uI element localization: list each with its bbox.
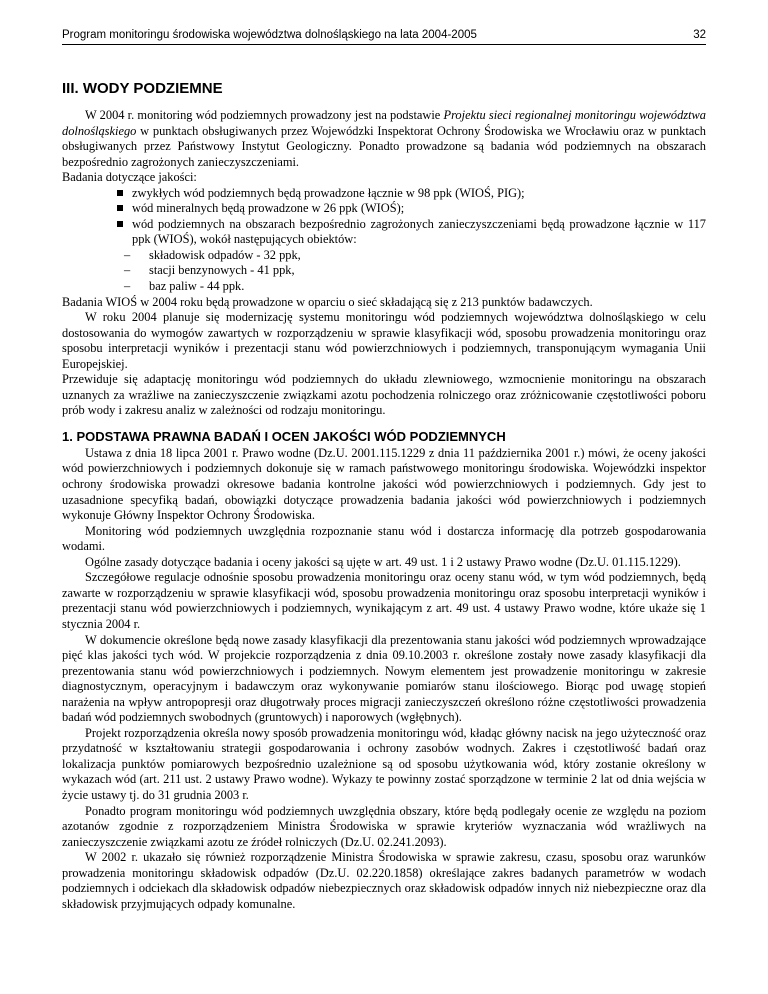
- adaptation-paragraph: Przewiduje się adaptację monitoringu wód podziemnych do układu zlewniowego, wzmocnienie monitoringu na obszarach uznanych za wrażliwe na zanieczyszczenie związkami azotu pochodzenia rolniczego oraz zróżnicowanie częstotliwości poboru prób wody i zakresu analiz w zależności od rodzaju monitoringu.: [62, 372, 706, 418]
- objects-dash-list: [62, 248, 706, 295]
- list-item: – baz paliw - 44 ppk.: [124, 279, 245, 294]
- list-item: – stacji benzynowych - 41 ppk,: [124, 263, 295, 278]
- header-title: Program monitoringu środowiska województwa dolnośląskiego na lata 2004-2005: [62, 29, 477, 41]
- quality-bullet-list: [62, 186, 706, 248]
- list-item: wód mineralnych będą prowadzone w 26 ppk (WIOŚ);: [62, 201, 706, 217]
- stations-paragraph: Badania WIOŚ w 2004 roku będą prowadzone w oparciu o sieć składającą się z 213 punktów badawczych.: [62, 294, 593, 309]
- dash-bullet-icon: –: [124, 247, 131, 262]
- page-header: [62, 29, 706, 45]
- intro-text-a: W 2004 r. monitoring wód podziemnych prowadzony jest na podstawie: [85, 108, 444, 122]
- subsection-title: 1. PODSTAWA PRAWNA BADAŃ I OCEN JAKOŚCI WÓD PODZIEMNYCH: [62, 428, 506, 444]
- page-content: [62, 80, 706, 912]
- list-item: zwykłych wód podziemnych będą prowadzone łącznie w 98 ppk (WIOŚ, PIG);: [62, 186, 706, 202]
- intro-paragraph: [62, 108, 706, 170]
- modernization-paragraph: W roku 2004 planuje się modernizację systemu monitoringu wód podziemnych województwa dolnośląskiego w celu dostosowania do wymogów zawartych w rozporządzeniu w sprawie klasyfikacji wód, sposobu prowadzenia monitoringu oraz sposobu interpretacji wyników i prezentacji stanu wód powierzchniowych i podziemnych, transponującym wymagania Unii Europejskiej.: [62, 310, 706, 371]
- legal-paragraph: Projekt rozporządzenia określa nowy sposób prowadzenia monitoringu wód, kładąc główny nacisk na jego użyteczność oraz przydatność w kształtowaniu strategii gospodarowania i ochrony zasobów wodnych. Zakres i częstotliwość badań oraz lokalizacja punktów pomiarowych bezpośrednio uzależnione są od sposobu użytkowania wód, który zostanie określony w wykazach wód (art. 211 ust. 2 ustawy Prawo wodne). Wykazy te powinny zostać sporządzone w terminie 2 lat od dnia wejścia w życie ustawy tj. do 31 grudnia 2003 r.: [62, 725, 706, 802]
- square-bullet-icon: [117, 190, 123, 196]
- dash-bullet-icon: –: [124, 279, 131, 294]
- legal-paragraph: Ponadto program monitoringu wód podziemnych uwzględnia obszary, które będą podlegały ocenie ze względu na poziom azotanów zgodnie z rozporządzeniem Ministra Środowiska w sprawie kryteriów wyznaczania wód wrażliwych na zanieczyszczenie związkami azotu ze źródeł rolniczych (Dz.U. 02.241.2093).: [62, 803, 706, 849]
- quality-lead: Badania dotyczące jakości:: [62, 170, 197, 185]
- legal-paragraph: Monitoring wód podziemnych uwzględnia rozpoznanie stanu wód i dostarcza informację dla potrzeb gospodarowania wodami.: [62, 523, 706, 554]
- legal-paragraph: Ogólne zasady dotyczące badania i oceny jakości są ujęte w art. 49 ust. 1 i 2 ustawy Prawo wodne (Dz.U. 01.115.1229).: [85, 554, 681, 569]
- page-number: 32: [693, 29, 706, 41]
- legal-paragraph: W 2002 r. ukazało się również rozporządzenie Ministra Środowiska w sprawie zakresu, czasu, sposobu oraz warunków prowadzenia monitoringu składowisk odpadów (Dz.U. 02.220.1858) określające zakres badanych parametrów w wodach podziemnych i odciekach dla składowisk odpadów niebezpiecznych oraz składowisk odpadów innych niż niebezpieczne oraz dla składowisk przyjmujących odpady komunalne.: [62, 850, 706, 911]
- square-bullet-icon: [117, 205, 123, 211]
- legal-paragraph: Szczegółowe regulacje odnośnie sposobu prowadzenia monitoringu oraz oceny stanu wód, w tym wód podziemnych, będą zawarte w rozporządzeniu w sprawie klasyfikacji wód, sposobu prowadzenia monitoringu oraz sposobu interpretacji wyników i prezentacji stanu wód powierzchniowych i podziemnych, wynikającym z art. 49 ust. 4 ustawy Prawo wodne, które ukaże się 1 stycznia 2004 r.: [62, 570, 706, 631]
- section-title: III. WODY PODZIEMNE: [62, 80, 223, 97]
- intro-text-b: w punktach obsługiwanych przez Wojewódzki Inspektorat Ochrony Środowiska we Wrocławiu oraz w punktach obsługiwanych przez Państwowy Instytut Geologiczny. Ponadto prowadzone są badania wód podziemnych na obszarach bezpośrednio zagrożonych zanieczyszczeniami.: [62, 123, 706, 169]
- dash-bullet-icon: –: [124, 263, 131, 278]
- square-bullet-icon: [117, 221, 123, 227]
- legal-paragraph: W dokumencie określone będą nowe zasady klasyfikacji dla prezentowania stanu jakości wód podziemnych wprowadzające pięć klas jakości tych wód. W projekcie rozporządzenia z dnia 09.10.2003 r. określone zostały nowe zasady klasyfikacji dla prezentowania stanu wód powierzchniowych i podziemnych. Nowym elementem jest prowadzenie monitoringu w zakresie diagnostycznym, operacyjnym i badawczym oraz wykonywanie pomiarów stanu ilościowego. Biorąc pod uwagę stopień narażenia na wpływ antropopresji oraz długotrwały proces migracji zanieczyszczeń określono różne częstotliwości prowadzenia badań wód podziemnych swobodnych (gruntowych) i naporowych (wgłębnych).: [62, 632, 706, 725]
- legal-paragraph: Ustawa z dnia 18 lipca 2001 r. Prawo wodne (Dz.U. 2001.115.1229 z dnia 11 października 2001 r.) mówi, że oceny jakości wód powierzchniowych i podziemnych dokonuje się w ramach państwowego monitoringu środowiska. Wojewódzki inspektor ochrony środowiska prowadzi okresowe badania kontrolne jakości wód powierzchniowych i podziemnych. Gdy jest to uzasadnione specyfiką badań, obowiązki dotyczące prowadzenia badania jakości wód powierzchniowych i podziemnych wykonuje Główny Inspektor Ochrony Środowiska.: [62, 445, 706, 523]
- list-item: wód podziemnych na obszarach bezpośrednio zagrożonych zanieczyszczeniami będą prowadzone łącznie w 117 ppk (WIOŚ), wokół następujących obiektów:: [62, 217, 706, 248]
- intro-text-italic: Projektu sieci regionalnej monitoringu województwa dolnośląskiego: [62, 108, 706, 138]
- list-item: – składowisk odpadów - 32 ppk,: [124, 247, 301, 262]
